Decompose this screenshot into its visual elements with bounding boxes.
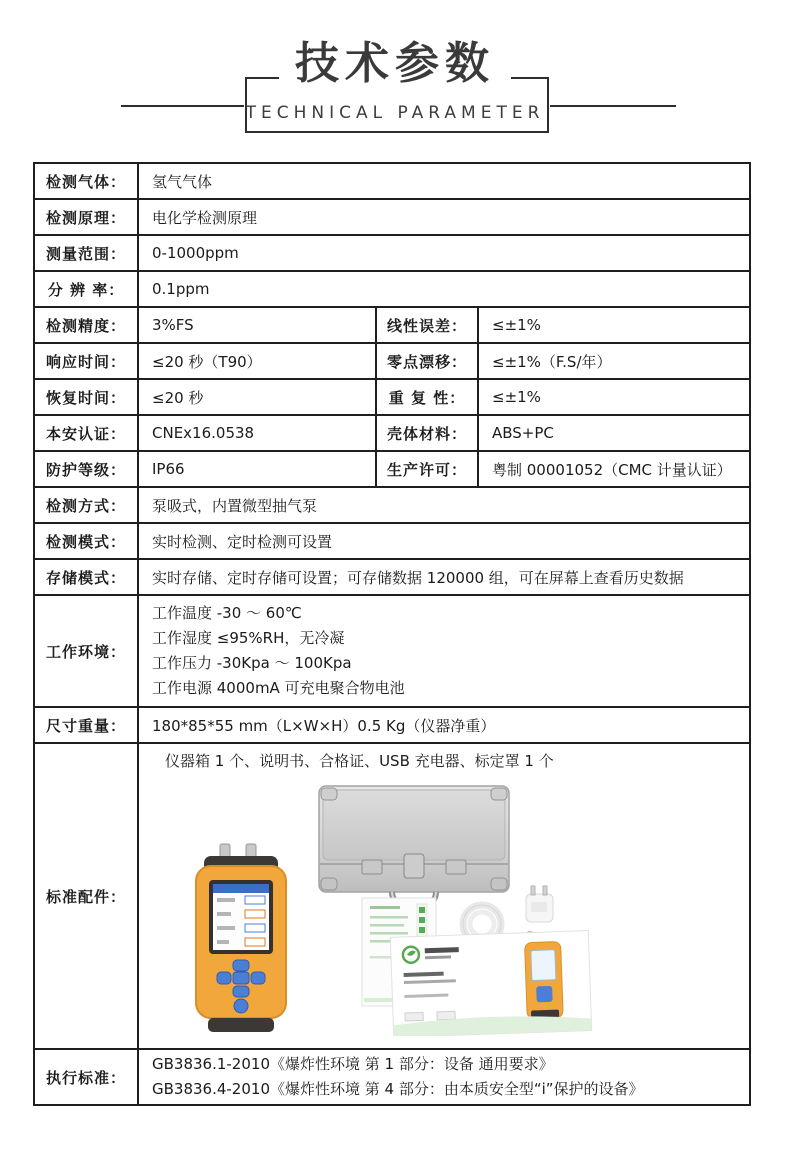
param-value: 实时存储、定时存储可设置；可存储数据 120000 组，可在屏幕上查看历史数据 xyxy=(138,559,750,595)
page-header xyxy=(0,0,790,135)
table-row xyxy=(34,487,750,523)
param-label: 生产许可： xyxy=(376,451,478,487)
brochure-detector-icon xyxy=(525,942,564,1019)
param-label: 检测气体： xyxy=(34,163,138,199)
brochure-icon xyxy=(390,931,591,1036)
spec-table xyxy=(33,162,751,1106)
param-value: ≤±1%（F.S/年） xyxy=(478,343,750,379)
env-line: 工作压力 -30Kpa ～ 100Kpa xyxy=(152,654,352,672)
param-label: 执行标准： xyxy=(34,1049,138,1105)
param-label: 防护等级： xyxy=(34,451,138,487)
param-value: CNEx16.0538 xyxy=(138,415,376,451)
param-value: 3%FS xyxy=(138,307,376,343)
param-label: 分 辨 率： xyxy=(34,271,138,307)
table-row xyxy=(34,199,750,235)
table-row xyxy=(34,307,750,343)
param-value: 氢气气体 xyxy=(138,163,750,199)
param-label: 响应时间： xyxy=(34,343,138,379)
env-line: 工作温度 -30 ～ 60℃ xyxy=(152,604,302,622)
table-row xyxy=(34,343,750,379)
param-value: ≤±1% xyxy=(478,307,750,343)
param-value: 0.1ppm xyxy=(138,271,750,307)
table-row xyxy=(34,707,750,743)
param-label: 零点漂移： xyxy=(376,343,478,379)
aluminum-case-icon xyxy=(319,786,509,909)
table-row xyxy=(34,1049,750,1105)
gas-detector-icon xyxy=(196,844,286,1032)
env-line: 工作电源 4000mA 可充电聚合物电池 xyxy=(152,679,405,697)
accessories-cell xyxy=(138,743,750,1049)
param-label: 线性误差： xyxy=(376,307,478,343)
param-label: 存储模式： xyxy=(34,559,138,595)
param-value: ≤±1% xyxy=(478,379,750,415)
standard-line: GB3836.4-2010《爆炸性环境 第 4 部分：由本质安全型“i”保护的设备》 xyxy=(152,1080,644,1098)
param-label: 标准配件： xyxy=(34,743,138,1049)
param-value-multiline xyxy=(138,595,750,707)
param-value: ≤20 秒 xyxy=(138,379,376,415)
param-label: 重 复 性： xyxy=(376,379,478,415)
standard-line: GB3836.1-2010《爆炸性环境 第 1 部分：设备 通用要求》 xyxy=(152,1055,554,1073)
accessories-text: 仪器箱 1 个、说明书、合格证、USB 充电器、标定罩 1 个 xyxy=(165,752,554,770)
param-label: 尺寸重量： xyxy=(34,707,138,743)
charger-plug-icon xyxy=(526,886,553,922)
param-label: 壳体材料： xyxy=(376,415,478,451)
param-label: 检测模式： xyxy=(34,523,138,559)
env-line: 工作湿度 ≤95%RH，无冷凝 xyxy=(152,629,345,647)
table-row xyxy=(34,235,750,271)
table-row xyxy=(34,595,750,707)
param-label: 本安认证： xyxy=(34,415,138,451)
param-value: 电化学检测原理 xyxy=(138,199,750,235)
param-value: 泵吸式，内置微型抽气泵 xyxy=(138,487,750,523)
table-row xyxy=(34,743,750,1049)
param-value: 粤制 00001052（CMC 计量认证） xyxy=(478,451,750,487)
param-value: ≤20 秒（T90） xyxy=(138,343,376,379)
param-label: 检测精度： xyxy=(34,307,138,343)
param-label: 工作环境： xyxy=(34,595,138,707)
param-label: 测量范围： xyxy=(34,235,138,271)
page-title: 技术参数 xyxy=(279,40,511,88)
param-value: 0-1000ppm xyxy=(138,235,750,271)
page-subtitle: TECHNICAL PARAMETER xyxy=(245,103,545,123)
table-row xyxy=(34,451,750,487)
param-value: 180*85*55 mm（L×W×H）0.5 Kg（仪器净重） xyxy=(138,707,750,743)
param-value: IP66 xyxy=(138,451,376,487)
table-row xyxy=(34,379,750,415)
table-row xyxy=(34,415,750,451)
table-row xyxy=(34,271,750,307)
param-label: 检测原理： xyxy=(34,199,138,235)
param-value-multiline xyxy=(138,1049,750,1105)
param-label: 恢复时间： xyxy=(34,379,138,415)
table-row xyxy=(34,163,750,199)
table-row xyxy=(34,559,750,595)
table-row xyxy=(34,523,750,559)
product-photo-image xyxy=(174,784,604,1036)
param-value: ABS+PC xyxy=(478,415,750,451)
product-photo xyxy=(152,778,749,1048)
param-value: 实时检测、定时检测可设置 xyxy=(138,523,750,559)
param-label: 检测方式： xyxy=(34,487,138,523)
